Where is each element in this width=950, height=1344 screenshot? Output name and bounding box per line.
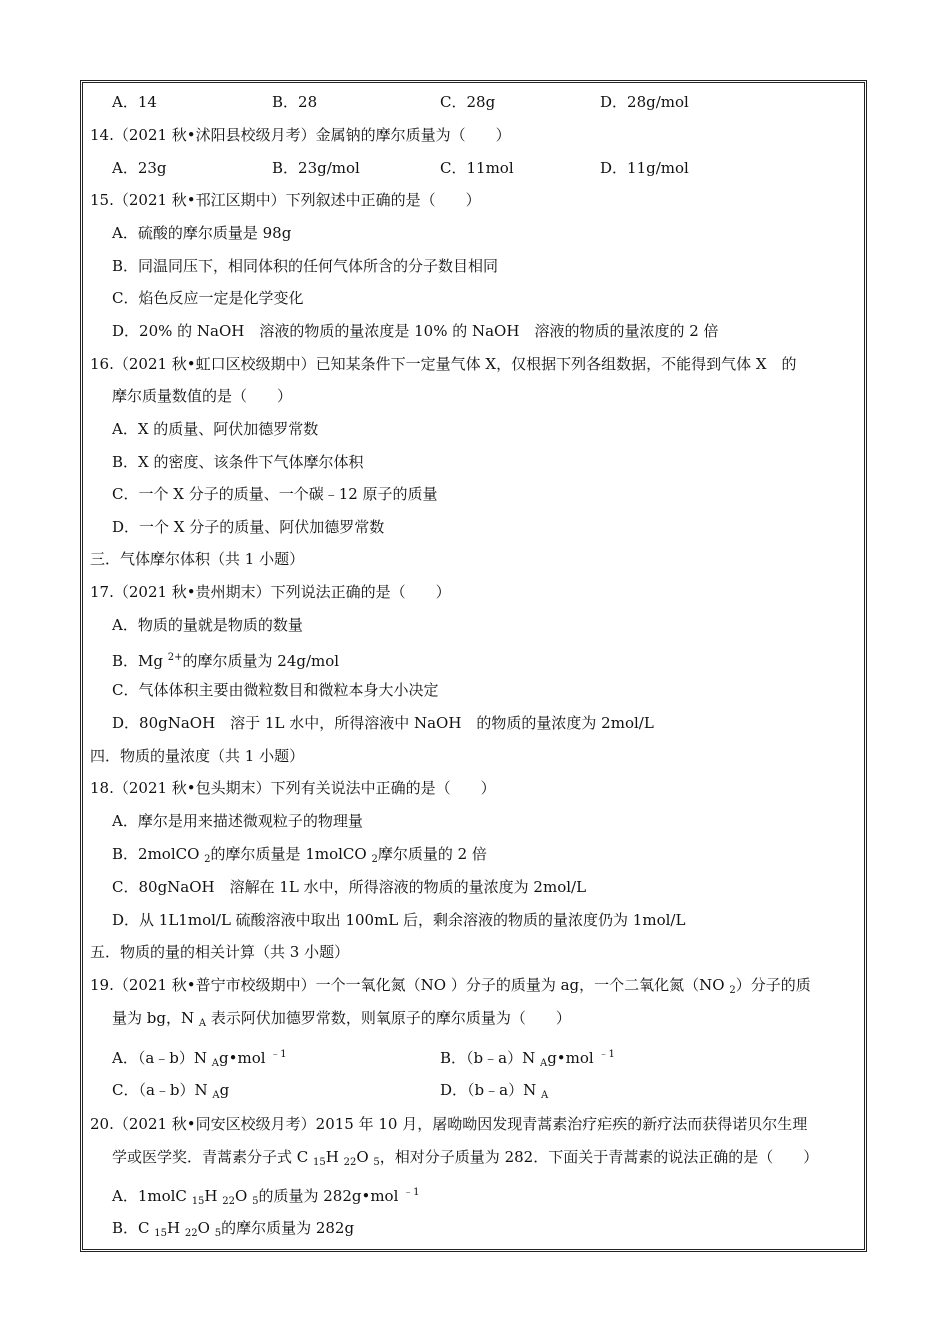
q20-b-sub3: 5 bbox=[214, 1228, 222, 1239]
q18-stem: 18.（2021 秋•包头期末）下列有关说法中正确的是（ ） bbox=[90, 779, 496, 797]
q20-a-sub1: 15 bbox=[191, 1196, 205, 1207]
q16-option-a: A．X 的质量、阿伏加德罗常数 bbox=[112, 420, 319, 438]
q17-option-a: A．物质的量就是物质的数量 bbox=[112, 616, 303, 634]
q20-option-a bbox=[112, 1183, 420, 1212]
q20-stem-line1: 20.（2021 秋•同安区校级月考）2015 年 10 月，屠呦呦因发现青蒿素治疗疟疾的新疗法而获得诺贝尔生理 bbox=[90, 1115, 808, 1133]
q13-option-d: D．28g/mol bbox=[600, 93, 689, 111]
section-heading-4: 四．物质的量浓度（共 1 小题） bbox=[90, 747, 305, 765]
q17-b-pre: B．Mg bbox=[112, 652, 168, 670]
q20-a-h: H bbox=[204, 1187, 223, 1205]
section-heading-5: 五．物质的量的相关计算（共 3 小题） bbox=[90, 943, 350, 961]
q20-s2-o: O bbox=[356, 1148, 374, 1166]
q17-option-b bbox=[112, 648, 339, 671]
q20-s2-pre: 学或医学奖．青蒿素分子式 C bbox=[112, 1148, 314, 1166]
q14-option-b: B．23g/mol bbox=[272, 159, 360, 177]
q20-option-b bbox=[112, 1218, 354, 1244]
q19-d-sub: A bbox=[540, 1090, 549, 1101]
q13-option-a: A．14 bbox=[112, 93, 157, 111]
q15-option-b: B．同温同压下，相同体积的任何气体所含的分子数目相同 bbox=[112, 257, 499, 275]
q17-stem: 17.（2021 秋•贵州期末）下列说法正确的是（ ） bbox=[90, 583, 451, 601]
q17-option-c: C．气体体积主要由微粒数目和微粒本身大小决定 bbox=[112, 681, 439, 699]
q13-option-c: C．28g bbox=[440, 93, 496, 111]
q15-option-a: A．硫酸的摩尔质量是 98g bbox=[112, 224, 292, 242]
q19-a-pre: A．（a﹣b）N bbox=[112, 1049, 212, 1067]
q19-s2-pre: 量为 bg，N bbox=[112, 1009, 199, 1027]
q19-c-sub: A bbox=[212, 1090, 220, 1101]
q19-b-post: g•mol bbox=[547, 1049, 599, 1067]
q19-d-pre: D．（b﹣a）N bbox=[440, 1081, 541, 1099]
q20-a-sub2: 22 bbox=[222, 1196, 236, 1207]
q19-s1-post: ）分子的质 bbox=[735, 976, 811, 994]
q19-a-sup: ﹣1 bbox=[270, 1049, 287, 1060]
q18-b-post: 摩尔质量的 2 倍 bbox=[377, 845, 487, 863]
section-heading-3: 三．气体摩尔体积（共 1 小题） bbox=[90, 550, 305, 568]
q20-stem-line2 bbox=[112, 1147, 818, 1173]
q15-option-d: D．20% 的 NaOH 溶液的物质的量浓度是 10% 的 NaOH 溶液的物质的量浓度的 2 倍 bbox=[112, 322, 719, 340]
q20-s2-sub3: 5 bbox=[373, 1157, 380, 1168]
q18-option-d: D．从 1L1mol/L 硫酸溶液中取出 100mL 后，剩余溶液的物质的量浓度仍为 1mol/L bbox=[112, 911, 686, 929]
q19-option-d bbox=[440, 1080, 548, 1106]
q19-s2-post: 表示阿伏加德罗常数，则氧原子的摩尔质量为（ ） bbox=[206, 1009, 571, 1027]
q19-b-sup: ﹣1 bbox=[598, 1049, 615, 1060]
q19-stem-line2 bbox=[112, 1008, 571, 1034]
q19-option-b bbox=[440, 1045, 615, 1074]
q16-option-b: B．X 的密度、该条件下气体摩尔体积 bbox=[112, 453, 364, 471]
q19-a-sub: A bbox=[211, 1058, 220, 1069]
q20-b-o: O bbox=[197, 1219, 215, 1237]
q18-option-a: A．摩尔是用来描述微观粒子的物理量 bbox=[112, 812, 363, 830]
q17-b-post: 的摩尔质量为 24g/mol bbox=[182, 652, 340, 670]
q16-option-c: C．一个 X 分子的质量、一个碳﹣12 原子的质量 bbox=[112, 485, 438, 503]
q19-stem-line1 bbox=[90, 975, 811, 1001]
q20-a-sup: ﹣1 bbox=[403, 1187, 420, 1198]
q19-c-post: g bbox=[219, 1081, 230, 1099]
q13-option-b: B．28 bbox=[272, 93, 318, 111]
q14-option-a: A．23g bbox=[112, 159, 167, 177]
q20-b-sub2: 22 bbox=[184, 1228, 198, 1239]
q19-a-post: g•mol bbox=[219, 1049, 271, 1067]
q20-s2-post: ，相对分子质量为 282．下面关于青蒿素的说法正确的是（ ） bbox=[379, 1148, 819, 1166]
q20-b-post: 的摩尔质量为 282g bbox=[221, 1219, 355, 1237]
q16-stem-line2: 摩尔质量数值的是（ ） bbox=[112, 387, 293, 405]
q18-option-b bbox=[112, 844, 487, 870]
q20-s2-h: H bbox=[325, 1148, 344, 1166]
q20-b-sub1: 15 bbox=[154, 1228, 168, 1239]
q19-b-sub: A bbox=[539, 1058, 548, 1069]
q19-b-pre: B．（b﹣a）N bbox=[440, 1049, 540, 1067]
q19-s1-sub: 2 bbox=[729, 985, 736, 996]
q18-b-sub2: 2 bbox=[371, 854, 378, 865]
q17-option-d: D．80gNaOH 溶于 1L 水中，所得溶液中 NaOH 的物质的量浓度为 2mol/L bbox=[112, 714, 654, 732]
q19-c-pre: C．（a﹣b）N bbox=[112, 1081, 213, 1099]
q19-s2-sub: A bbox=[198, 1018, 207, 1029]
q16-stem-line1: 16.（2021 秋•虹口区校级期中）已知某条件下一定量气体 X，仅根据下列各组数据，不能得到气体 X 的 bbox=[90, 355, 797, 373]
q19-option-c bbox=[112, 1080, 229, 1106]
q16-option-d: D．一个 X 分子的质量、阿伏加德罗常数 bbox=[112, 518, 385, 536]
q20-a-o: O bbox=[235, 1187, 253, 1205]
q20-b-pre: B．C bbox=[112, 1219, 155, 1237]
q20-a-post: 的质量为 282g•mol bbox=[258, 1187, 404, 1205]
q14-option-c: C．11mol bbox=[440, 159, 514, 177]
q17-b-sup: 2+ bbox=[167, 652, 183, 663]
q18-b-mid: 的摩尔质量是 1molCO bbox=[210, 845, 372, 863]
q20-b-h: H bbox=[167, 1219, 185, 1237]
q18-b-pre: B．2molCO bbox=[112, 845, 205, 863]
q18-b-sub1: 2 bbox=[204, 854, 211, 865]
q20-s2-sub1: 15 bbox=[313, 1157, 326, 1168]
q14-stem: 14.（2021 秋•沭阳县校级月考）金属钠的摩尔质量为（ ） bbox=[90, 126, 511, 144]
q19-option-a bbox=[112, 1045, 287, 1074]
q15-stem: 15.（2021 秋•邗江区期中）下列叙述中正确的是（ ） bbox=[90, 191, 481, 209]
q14-option-d: D．11g/mol bbox=[600, 159, 689, 177]
q19-s1-pre: 19.（2021 秋•普宁市校级期中）一个一氧化氮（NO ）分子的质量为 ag，一个二氧化氮（NO bbox=[90, 976, 730, 994]
q20-a-pre: A．1molC bbox=[112, 1187, 192, 1205]
q15-option-c: C．焰色反应一定是化学变化 bbox=[112, 289, 304, 307]
q20-a-sub3: 5 bbox=[252, 1196, 259, 1207]
q18-option-c: C．80gNaOH 溶解在 1L 水中，所得溶液的物质的量浓度为 2mol/L bbox=[112, 878, 587, 896]
q20-s2-sub2: 22 bbox=[343, 1157, 357, 1168]
